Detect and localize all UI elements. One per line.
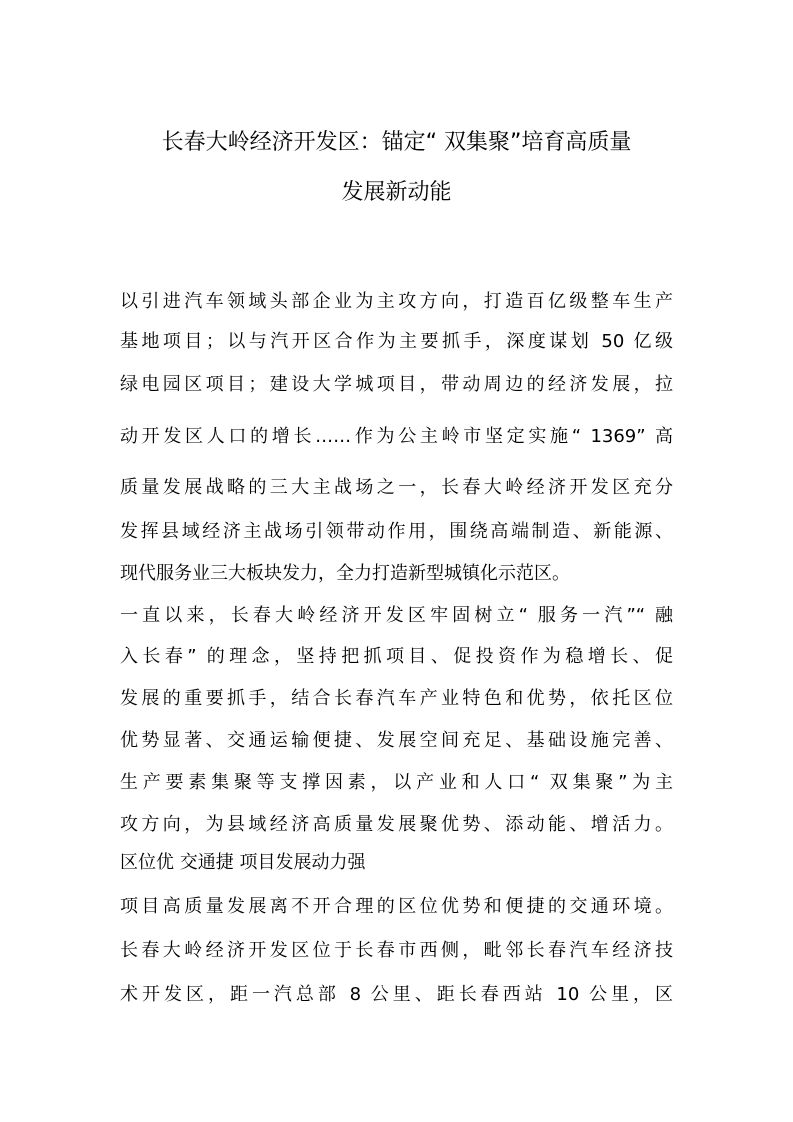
body-line-13: 攻方向，为县域经济高质量发展聚优势、添动能、增活力。: [120, 814, 673, 835]
body-line-10: 发展的重要抓手，结合长春汽车产业特色和优势，依托区位: [120, 688, 673, 709]
body-line-3: 绿电园区项目；建设大学城项目，带动周边的经济发展，拉: [120, 374, 673, 395]
section-heading-location: 区位优 交通捷 项目发展动力强: [120, 852, 366, 873]
body-line-17: 术开发区，距一汽总部 8 公里、距长春西站 10 公里，区: [120, 984, 673, 1005]
body-line-7: 现代服务业三大板块发力，全力打造新型城镇化示范区。: [120, 563, 570, 584]
body-line-9: 入长春” 的理念，坚持把抓项目、促投资作为稳增长、促: [120, 646, 673, 667]
body-line-8: 一直以来，长春大岭经济开发区牢固树立“ 服务一汽”“ 融: [120, 605, 673, 626]
body-line-4: 动开发区人口的增长……作为公主岭市坚定实施“ 1369” 高: [120, 426, 673, 447]
document-title-line-2: 发展新动能: [341, 180, 452, 205]
body-line-15: 项目高质量发展离不开合理的区位优势和便捷的交通环境。: [120, 896, 673, 917]
document-title-line-1: 长春大岭经济开发区：锚定“ 双集聚”培育高质量: [161, 130, 632, 155]
body-line-12: 生产要素集聚等支撑因素，以产业和人口“ 双集聚”为主: [120, 772, 673, 793]
body-line-5: 质量发展战略的三大主战场之一，长春大岭经济开发区充分: [120, 477, 673, 498]
body-line-11: 优势显著、交通运输便捷、发展空间充足、基础设施完善、: [120, 730, 673, 751]
body-line-1: 以引进汽车领域头部企业为主攻方向，打造百亿级整车生产: [120, 291, 673, 312]
body-line-16: 长春大岭经济开发区位于长春市西侧，毗邻长春汽车经济技: [120, 940, 673, 961]
body-line-2: 基地项目；以与汽开区合作为主要抓手，深度谋划 50 亿级: [120, 331, 673, 352]
body-line-6: 发挥县域经济主战场引领带动作用，围绕高端制造、新能源、: [120, 521, 673, 542]
